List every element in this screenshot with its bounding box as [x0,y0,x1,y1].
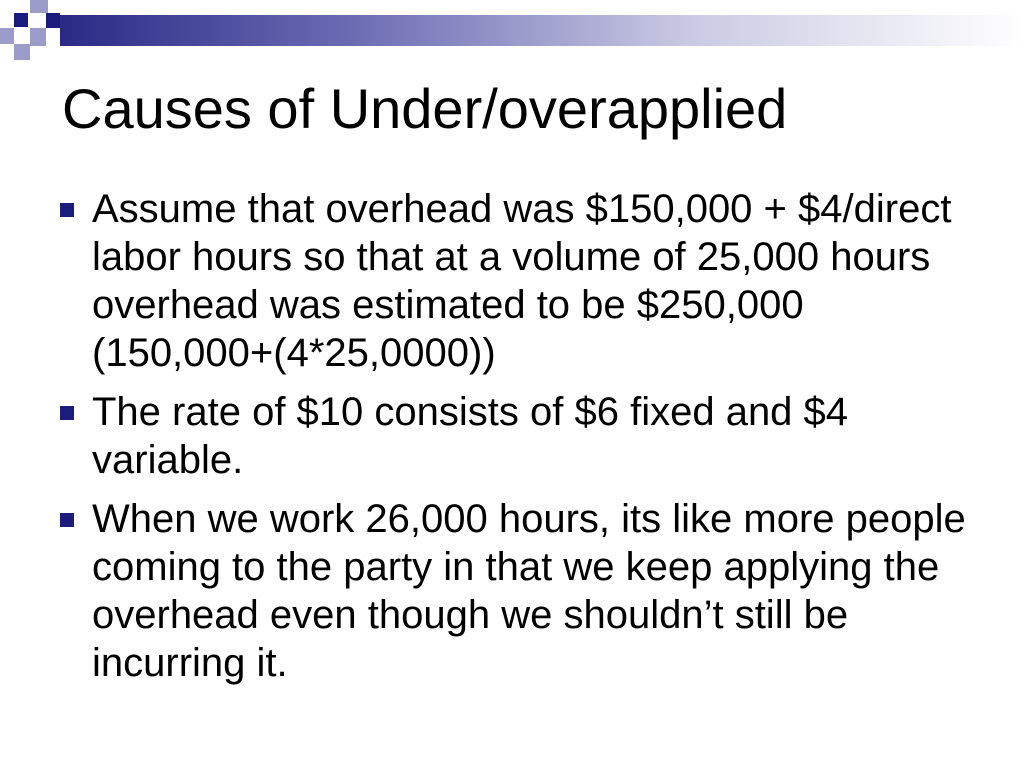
decor-square-icon [30,28,46,46]
list-item [56,185,976,377]
square-bullet-icon [60,203,74,217]
slide-title: Causes of Under/overapplied [62,77,788,140]
square-bullet-icon [60,406,74,420]
decor-square-icon [14,44,30,60]
bullet-text: Assume that overhead was $150,000 + $4/direct labor hours so that at a volume of 25,000 hours overhead was estimated to be $250,000 (150,000+(4*25,0000)) [92,187,952,375]
decor-square-icon [0,28,14,44]
decor-square-icon [46,13,60,28]
bullet-list [56,185,976,698]
square-bullet-icon [60,513,74,527]
bullet-text: When we work 26,000 hours, its like more people coming to the party in that we keep applying the overhead even though we shouldn’t still be incurring it. [92,497,966,685]
header-gradient-bar [60,15,1024,46]
bullet-text: The rate of $10 consists of $6 fixed and $4 variable. [92,390,849,482]
list-item [56,388,976,484]
decor-square-icon [14,13,28,27]
list-item [56,495,976,687]
decor-square-icon [30,0,48,13]
